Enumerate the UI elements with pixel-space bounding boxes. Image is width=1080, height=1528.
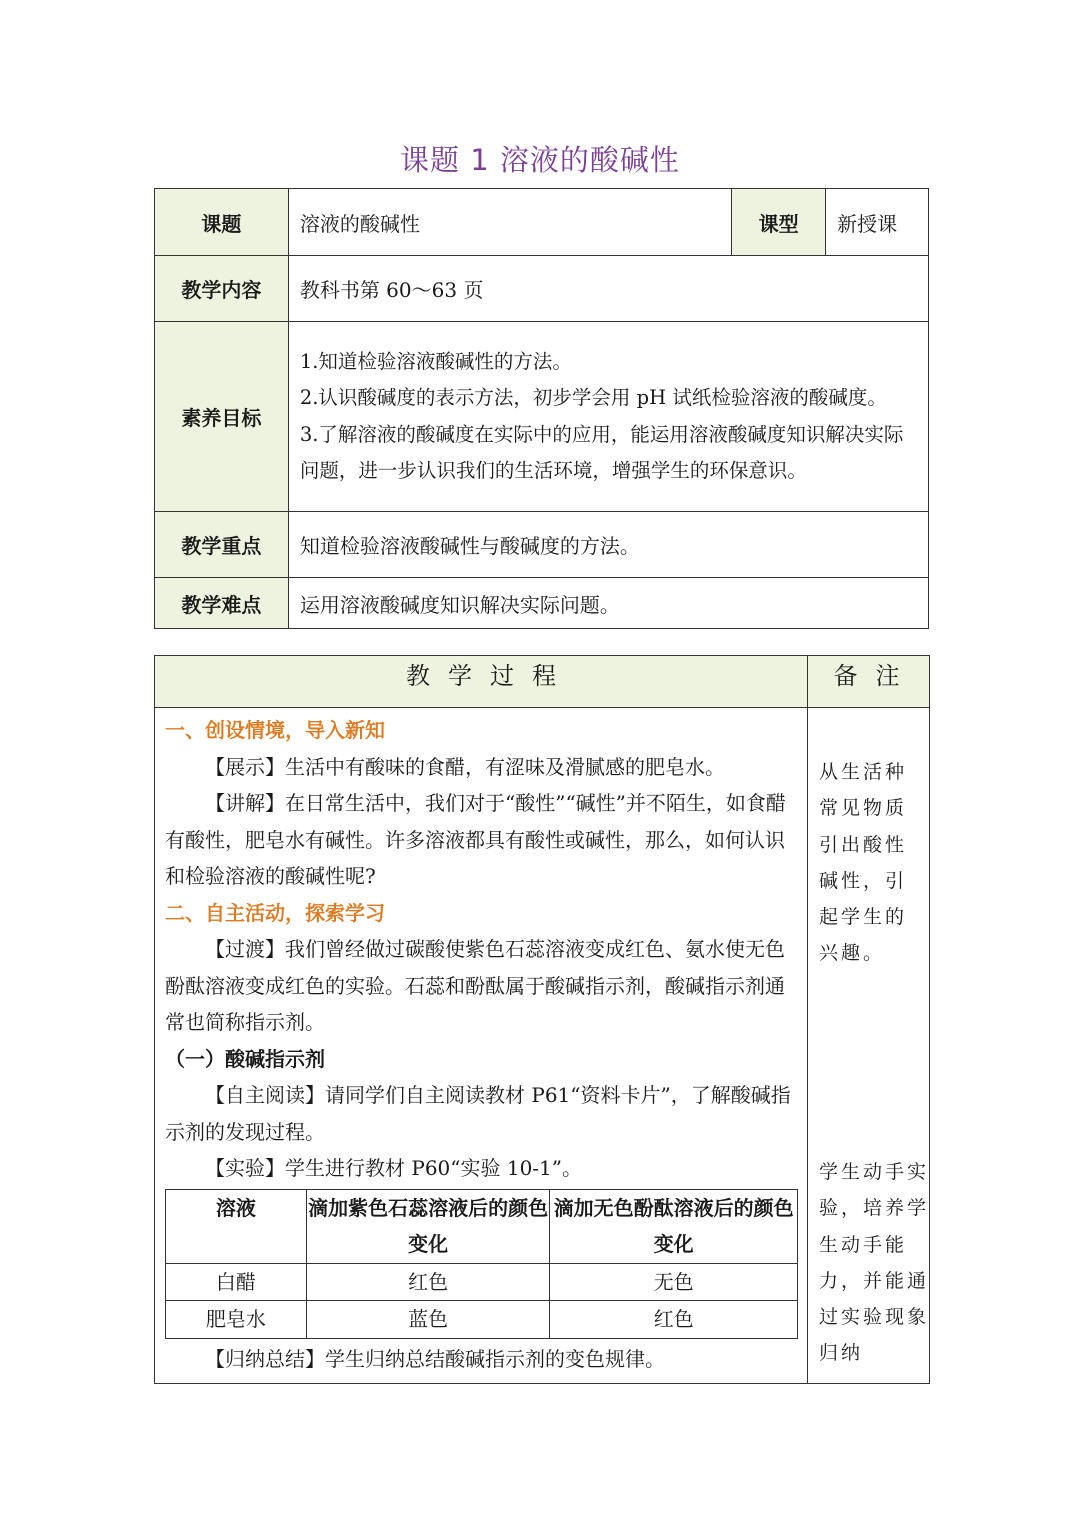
goals-list bbox=[288, 322, 928, 512]
topic-value: 溶液的酸碱性 bbox=[288, 189, 731, 256]
type-label: 课型 bbox=[732, 189, 826, 256]
paragraph: 【展示】生活中有酸味的食醋，有涩味及滑腻感的肥皂水。 bbox=[205, 754, 725, 779]
table-header: 溶液 bbox=[166, 1189, 307, 1263]
content-value: 教科书第 60～63 页 bbox=[288, 256, 928, 322]
table-cell: 红色 bbox=[550, 1301, 798, 1339]
key-label: 教学重点 bbox=[155, 512, 289, 578]
topic-label: 课题 bbox=[155, 189, 289, 256]
section-heading: 一、创设情境，导入新知 bbox=[165, 718, 385, 742]
process-header: 教学过程 bbox=[155, 656, 808, 708]
paragraph: 【过渡】我们曾经做过碳酸使紫色石蕊溶液变成红色、氨水使无色酚酞溶液变成红色的实验。石蕊和酚酞属于酸碱指示剂，酸碱指示剂通常也简称指示剂。 bbox=[165, 937, 785, 1034]
table-cell: 无色 bbox=[550, 1263, 798, 1301]
goal-item: 1.知道检验溶液酸碱性的方法。 bbox=[299, 349, 572, 373]
table-header: 滴加无色酚酞溶液后的颜色变化 bbox=[550, 1189, 798, 1263]
lesson-info-table bbox=[154, 188, 929, 629]
difficulty-label: 教学难点 bbox=[155, 578, 289, 629]
note-text: 学生动手实验，培养学生动手能力，并能通过实验现象归纳 bbox=[818, 1161, 929, 1365]
experiment-table bbox=[165, 1189, 798, 1339]
paragraph: 【实验】学生进行教材 P60“实验 10-1”。 bbox=[205, 1156, 583, 1180]
goal-item: 2.认识酸碱度的表示方法，初步学会用 pH 试纸检验溶液的酸碱度。 bbox=[299, 386, 887, 409]
page-title: 课题 1 溶液的酸碱性 bbox=[400, 143, 680, 177]
note-column bbox=[807, 708, 929, 1384]
section-heading: 二、自主活动，探索学习 bbox=[165, 900, 385, 925]
goal-item: 3.了解溶液的酸碱度在实际中的应用，能运用溶液酸碱度知识解决实际问题，进一步认识我们的生活环境，增强学生的环保意识。 bbox=[299, 422, 904, 482]
goals-label: 素养目标 bbox=[155, 322, 289, 512]
process-content bbox=[155, 708, 808, 1384]
note-header: 备注 bbox=[807, 656, 929, 708]
table-row bbox=[166, 1301, 798, 1339]
note-text: 从生活种常见物质引出酸性碱性，引起学生的兴趣。 bbox=[818, 761, 907, 965]
paragraph: 【讲解】在日常生活中，我们对于“酸性”“碱性”并不陌生，如食醋有酸性，肥皂水有碱性。许多溶液都具有酸性或碱性，那么，如何认识和检验溶液的酸碱性呢? bbox=[165, 791, 786, 888]
content-label: 教学内容 bbox=[155, 256, 289, 322]
paragraph: 【自主阅读】请同学们自主阅读教材 P61“资料卡片”，了解酸碱指示剂的发现过程。 bbox=[165, 1083, 791, 1144]
difficulty-value: 运用溶液酸碱度知识解决实际问题。 bbox=[288, 578, 928, 629]
table-cell: 白醋 bbox=[166, 1263, 307, 1301]
paragraph: 【归纳总结】学生归纳总结酸碱指示剂的变色规律。 bbox=[205, 1346, 665, 1371]
table-row bbox=[166, 1263, 798, 1301]
table-cell: 红色 bbox=[306, 1263, 550, 1301]
table-cell: 蓝色 bbox=[306, 1301, 550, 1339]
table-header: 滴加紫色石蕊溶液后的颜色变化 bbox=[306, 1189, 550, 1263]
key-value: 知道检验溶液酸碱性与酸碱度的方法。 bbox=[288, 512, 928, 578]
teaching-process-table bbox=[154, 655, 930, 1384]
table-cell: 肥皂水 bbox=[166, 1301, 307, 1339]
type-value: 新授课 bbox=[826, 189, 929, 256]
subsection-heading: （一）酸碱指示剂 bbox=[165, 1046, 325, 1071]
